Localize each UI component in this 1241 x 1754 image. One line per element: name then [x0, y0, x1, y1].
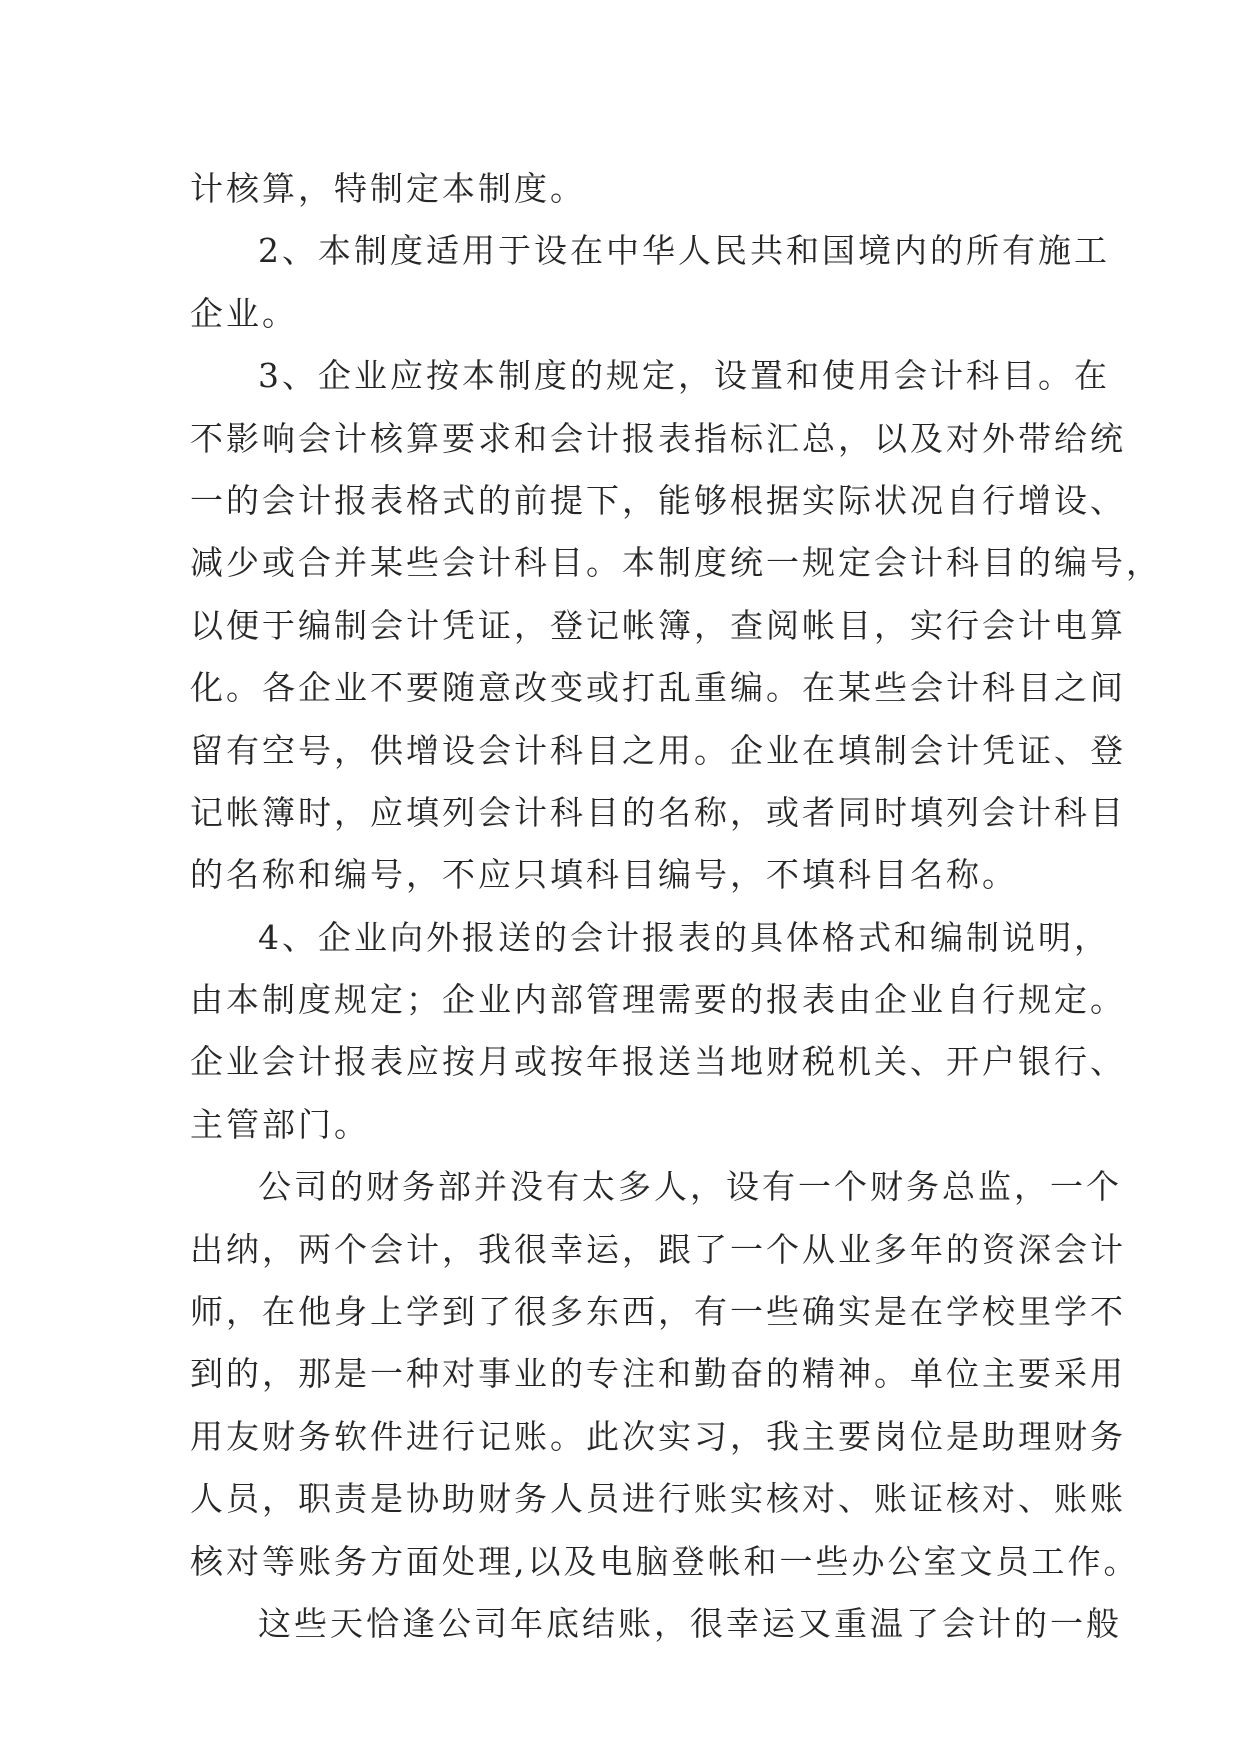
- text-line: 到的，那是一种对事业的专注和勤奋的精神。单位主要采用: [190, 1354, 1126, 1394]
- text-line: 这些天恰逢公司年底结账，很幸运又重温了会计的一般: [258, 1603, 1122, 1643]
- text-line: 公司的财务部并没有太多人，设有一个财务总监，一个: [258, 1167, 1122, 1207]
- text-line: 计核算，特制定本制度。: [190, 169, 586, 208]
- text-line: 企业会计报表应按月或按年报送当地财税机关、开户银行、: [190, 1042, 1126, 1082]
- text-line: 主管部门。: [190, 1104, 370, 1144]
- text-line: 用友财务软件进行记账。此次实习，我主要岗位是助理财务: [190, 1416, 1126, 1456]
- document-body: [190, 158, 1162, 1655]
- text-line: 核对等账务方面处理,以及电脑登帐和一些办公室文员工作。: [190, 1541, 1140, 1581]
- text-line: 一的会计报表格式的前提下，能够根据实际状况自行增设、: [190, 480, 1126, 520]
- text-line: 4、企业向外报送的会计报表的具体格式和编制说明，: [258, 917, 1110, 957]
- text-line: 3、企业应按本制度的规定，设置和使用会计科目。在: [258, 356, 1110, 396]
- text-line: 企业。: [190, 293, 298, 333]
- text-line: 减少或合并某些会计科目。本制度统一规定会计科目的编号，: [190, 543, 1162, 583]
- text-line: 化。各企业不要随意改变或打乱重编。在某些会计科目之间: [190, 668, 1126, 708]
- text-line: 以便于编制会计凭证，登记帐簿，查阅帐目，实行会计电算: [190, 605, 1126, 645]
- text-line: 师，在他身上学到了很多东西，有一些确实是在学校里学不: [190, 1292, 1126, 1332]
- text-line: 由本制度规定；企业内部管理需要的报表由企业自行规定。: [190, 980, 1126, 1020]
- text-line: 记帐簿时，应填列会计科目的名称，或者同时填列会计科目: [190, 792, 1126, 832]
- text-line: 出纳，两个会计，我很幸运，跟了一个从业多年的资深会计: [190, 1229, 1126, 1269]
- text-line: 2、本制度适用于设在中华人民共和国境内的所有施工: [258, 231, 1110, 271]
- text-line: 不影响会计核算要求和会计报表指标汇总，以及对外带给统: [190, 418, 1126, 458]
- text-line: 人员，职责是协助财务人员进行账实核对、账证核对、账账: [190, 1479, 1126, 1519]
- text-line: 留有空号，供增设会计科目之用。企业在填制会计凭证、登: [190, 730, 1126, 770]
- text-line: 的名称和编号，不应只填科目编号，不填科目名称。: [190, 855, 1018, 895]
